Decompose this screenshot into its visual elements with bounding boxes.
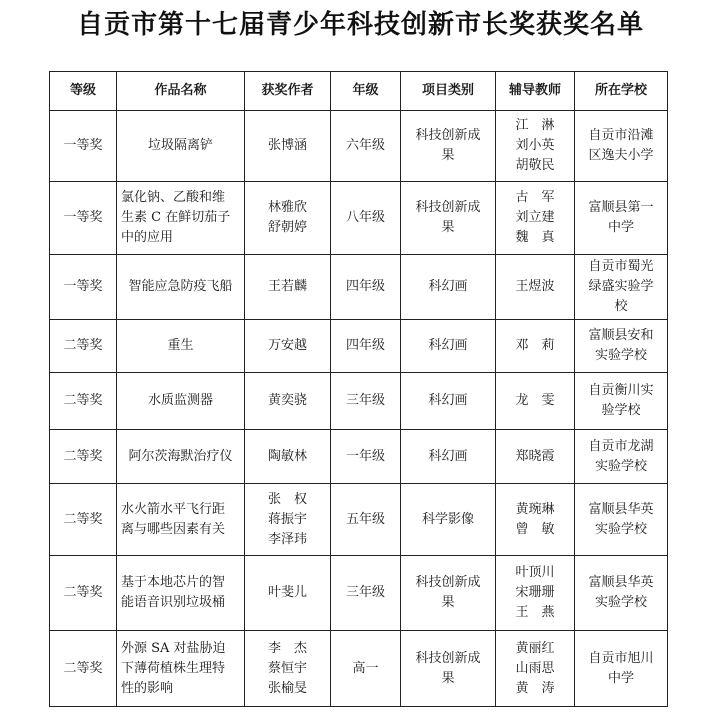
table-row xyxy=(50,320,668,373)
teachers-cell xyxy=(496,484,575,556)
category-cell-line: 果 xyxy=(441,148,455,163)
work-name-cell-line: 外源 SA 对盐胁迫 xyxy=(121,640,226,656)
school-cell xyxy=(575,373,668,430)
category-cell-line: 科幻画 xyxy=(428,448,468,464)
category-cell xyxy=(401,111,496,182)
authors-cell-line: 蔡恒宇 xyxy=(267,660,307,676)
year-cell: 六年级 xyxy=(331,111,401,182)
school-cell-line: 富顺县华英 xyxy=(588,501,654,517)
school-cell-line: 自贡市旭川 xyxy=(588,650,654,666)
work-name-cell-line: 性的影响 xyxy=(121,680,174,696)
school-cell xyxy=(575,320,668,373)
grade-level-cell: 一等奖 xyxy=(50,182,117,255)
teachers-cell-line: 黄 涛 xyxy=(515,680,555,696)
authors-cell-line: 陶敏林 xyxy=(267,448,307,464)
teachers-cell-line: 郑晓霞 xyxy=(515,448,555,464)
school-cell-line: 实验学校 xyxy=(594,348,647,363)
authors-cell-line: 李 杰 xyxy=(267,640,307,656)
teachers-cell xyxy=(496,255,575,320)
work-name-cell xyxy=(117,556,245,631)
school-cell-line: 校 xyxy=(614,299,628,314)
category-cell xyxy=(401,320,496,373)
school-cell xyxy=(575,430,668,484)
authors-cell xyxy=(245,484,331,556)
school-cell-line: 自贡市沿滩 xyxy=(588,128,654,143)
school-cell-line: 自贡市龙湖 xyxy=(588,438,654,454)
authors-cell-line: 张榆旻 xyxy=(267,680,307,696)
header-category: 项目类别 xyxy=(401,72,496,111)
table-row xyxy=(50,182,668,255)
teachers-cell-line: 古 军 xyxy=(515,190,555,205)
authors-cell xyxy=(245,320,331,373)
school-cell xyxy=(575,111,668,182)
school-cell xyxy=(575,255,668,320)
work-name-cell xyxy=(117,631,245,707)
school-cell-line: 绿盛实验学 xyxy=(588,279,654,294)
work-name-cell-line: 中的应用 xyxy=(121,230,174,245)
work-name-cell-line: 基于本地芯片的智 xyxy=(121,575,226,590)
work-name-cell-line: 下薄荷植株生理特 xyxy=(121,660,226,676)
teachers-cell-line: 刘立建 xyxy=(515,210,555,225)
work-name-cell-line: 生素 C 在鲜切茄子 xyxy=(121,210,231,225)
authors-cell-line: 万安越 xyxy=(267,338,307,353)
work-name-cell-line: 阿尔茨海默治疗仪 xyxy=(128,448,233,464)
grade-level-cell: 一等奖 xyxy=(50,111,117,182)
school-cell xyxy=(575,484,668,556)
category-cell xyxy=(401,484,496,556)
year-cell: 一年级 xyxy=(331,430,401,484)
category-cell-line: 果 xyxy=(441,595,455,610)
teachers-cell-line: 龙 雯 xyxy=(515,393,555,408)
grade-level-cell: 二等奖 xyxy=(50,484,117,556)
work-name-cell-line: 氯化钠、乙酸和维 xyxy=(121,190,226,205)
table-row xyxy=(50,111,668,182)
category-cell-line: 科技创新成 xyxy=(415,128,481,143)
teachers-cell-line: 魏 真 xyxy=(515,230,555,245)
year-cell: 八年级 xyxy=(331,182,401,255)
header-authors: 获奖作者 xyxy=(245,72,331,111)
work-name-cell-line: 智能应急防疫飞船 xyxy=(128,279,233,294)
school-cell-line: 自贡市蜀光 xyxy=(588,259,654,274)
table-row xyxy=(50,484,668,556)
authors-cell-line: 张 权 xyxy=(267,491,307,507)
year-cell: 高一 xyxy=(331,631,401,707)
authors-cell-line: 张博涵 xyxy=(267,138,307,153)
authors-cell xyxy=(245,111,331,182)
table-row xyxy=(50,430,668,484)
grade-level-cell: 二等奖 xyxy=(50,430,117,484)
school-cell-line: 实验学校 xyxy=(594,521,647,537)
work-name-cell xyxy=(117,430,245,484)
work-name-cell-line: 垃圾隔离铲 xyxy=(147,138,213,153)
teachers-cell-line: 宋珊珊 xyxy=(515,585,555,600)
category-cell xyxy=(401,556,496,631)
authors-cell-line: 叶斐儿 xyxy=(267,585,307,600)
teachers-cell-line: 曾 敏 xyxy=(515,521,555,537)
work-name-cell xyxy=(117,111,245,182)
grade-level-cell: 二等奖 xyxy=(50,320,117,373)
authors-cell xyxy=(245,182,331,255)
category-cell-line: 科幻画 xyxy=(428,279,468,294)
school-cell xyxy=(575,556,668,631)
teachers-cell xyxy=(496,373,575,430)
work-name-cell xyxy=(117,255,245,320)
authors-cell-line: 林雅欣 xyxy=(267,200,307,215)
category-cell xyxy=(401,631,496,707)
authors-cell-line: 王若麟 xyxy=(267,279,307,294)
work-name-cell-line: 水火箭水平飞行距 xyxy=(121,501,226,517)
category-cell-line: 科幻画 xyxy=(428,338,468,353)
authors-cell xyxy=(245,255,331,320)
category-cell-line: 科幻画 xyxy=(428,393,468,408)
category-cell-line: 科技创新成 xyxy=(415,575,481,590)
school-cell-line: 中学 xyxy=(607,220,634,235)
header-school: 所在学校 xyxy=(575,72,668,111)
header-work-name: 作品名称 xyxy=(117,72,245,111)
school-cell-line: 自贡衡川实 xyxy=(588,383,654,398)
school-cell xyxy=(575,182,668,255)
category-cell-line: 科技创新成 xyxy=(415,650,481,666)
work-name-cell xyxy=(117,373,245,430)
authors-cell-line: 舒朝婷 xyxy=(267,220,307,235)
year-cell: 四年级 xyxy=(331,255,401,320)
school-cell-line: 富顺县第一 xyxy=(588,200,654,215)
school-cell-line: 富顺县华英 xyxy=(588,575,654,590)
table-row xyxy=(50,373,668,430)
teachers-cell xyxy=(496,430,575,484)
authors-cell xyxy=(245,373,331,430)
teachers-cell-line: 黄丽红 xyxy=(515,640,555,656)
grade-level-cell: 二等奖 xyxy=(50,556,117,631)
school-cell xyxy=(575,631,668,707)
teachers-cell-line: 江 淋 xyxy=(515,118,555,133)
school-cell-line: 验学校 xyxy=(601,403,641,418)
authors-cell-line: 蒋振宇 xyxy=(267,511,307,527)
teachers-cell-line: 叶顶川 xyxy=(515,565,555,580)
header-year: 年级 xyxy=(331,72,401,111)
teachers-cell-line: 山雨思 xyxy=(515,660,555,676)
year-cell: 四年级 xyxy=(331,320,401,373)
category-cell xyxy=(401,373,496,430)
teachers-cell xyxy=(496,320,575,373)
table-header-row xyxy=(50,72,668,111)
work-name-cell-line: 水质监测器 xyxy=(147,393,213,408)
work-name-cell-line: 离与哪些因素有关 xyxy=(121,521,226,537)
authors-cell xyxy=(245,631,331,707)
teachers-cell-line: 邓 莉 xyxy=(515,338,555,353)
work-name-cell xyxy=(117,484,245,556)
table-row xyxy=(50,255,668,320)
school-cell-line: 中学 xyxy=(607,670,634,686)
teachers-cell xyxy=(496,111,575,182)
year-cell: 五年级 xyxy=(331,484,401,556)
school-cell-line: 富顺县安和 xyxy=(588,328,654,343)
year-cell: 三年级 xyxy=(331,373,401,430)
category-cell-line: 果 xyxy=(441,220,455,235)
header-teachers: 辅导教师 xyxy=(496,72,575,111)
category-cell xyxy=(401,430,496,484)
category-cell-line: 科学影像 xyxy=(421,511,474,527)
work-name-cell-line: 能语音识别垃圾桶 xyxy=(121,595,226,610)
grade-level-cell: 二等奖 xyxy=(50,631,117,707)
authors-cell-line: 黄奕骁 xyxy=(267,393,307,408)
work-name-cell-line: 重生 xyxy=(167,338,194,353)
category-cell xyxy=(401,182,496,255)
teachers-cell xyxy=(496,556,575,631)
teachers-cell xyxy=(496,631,575,707)
year-cell: 三年级 xyxy=(331,556,401,631)
work-name-cell xyxy=(117,320,245,373)
teachers-cell-line: 刘小英 xyxy=(515,138,555,153)
category-cell xyxy=(401,255,496,320)
teachers-cell xyxy=(496,182,575,255)
work-name-cell xyxy=(117,182,245,255)
teachers-cell-line: 黄琬琳 xyxy=(515,501,555,517)
category-cell-line: 科技创新成 xyxy=(415,200,481,215)
authors-cell xyxy=(245,556,331,631)
teachers-cell-line: 王 燕 xyxy=(515,605,555,620)
school-cell-line: 实验学校 xyxy=(594,595,647,610)
teachers-cell-line: 胡敬民 xyxy=(515,158,555,173)
award-table xyxy=(49,71,668,707)
table-row xyxy=(50,556,668,631)
authors-cell-line: 李泽玮 xyxy=(267,531,307,547)
category-cell-line: 果 xyxy=(441,670,455,686)
teachers-cell-line: 王煜波 xyxy=(515,279,555,294)
authors-cell xyxy=(245,430,331,484)
table-row xyxy=(50,631,668,707)
page-title: 自贡市第十七届青少年科技创新市长奖获奖名单 xyxy=(76,10,644,40)
school-cell-line: 实验学校 xyxy=(594,458,647,474)
school-cell-line: 区逸夫小学 xyxy=(588,148,654,163)
grade-level-cell: 二等奖 xyxy=(50,373,117,430)
header-grade-level: 等级 xyxy=(50,72,117,111)
grade-level-cell: 一等奖 xyxy=(50,255,117,320)
